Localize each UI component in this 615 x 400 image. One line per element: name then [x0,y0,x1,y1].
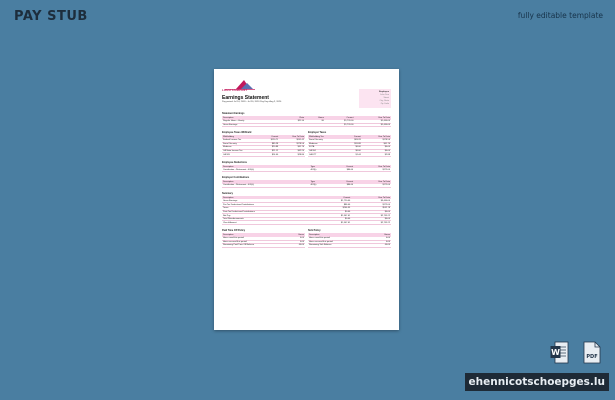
cell: 40.00 [372,244,391,248]
section-title: Employee Deductions [222,160,247,164]
col-header: Description [222,180,309,184]
cell: $1,440.00 [354,123,391,127]
pay-stub-document [214,69,399,330]
col-header: Current [343,135,362,139]
cell: Social Security [308,139,343,143]
cell: $172.00 [354,168,391,172]
employer-taxes [308,131,391,157]
col-header: Description [308,233,372,237]
cell: $1.44 [343,153,362,157]
col-header: Year To Date [362,135,391,139]
col-header: Withholding [222,135,262,139]
cell: $172.00 [351,203,391,207]
cell: Hours used this period [222,237,290,241]
cell: $178.56 [362,139,391,143]
cell: Net Pay [222,214,319,218]
col-header: Hours [372,233,391,237]
cell: $41.76 [279,146,305,150]
cell: $0.00 [319,210,351,214]
pay-period: Pay period: Jul 14, 2020 - Jul 20, 2020 Pay Day: Aug 2, 2020 [222,101,282,103]
table-row [222,184,391,188]
col-header: Type [309,165,330,169]
cell: 40.00 [290,244,305,248]
taxes-section [222,131,391,157]
table-row [308,244,391,248]
cell: $20.88 [262,146,280,150]
earnings-table [222,116,391,127]
cell: FUTA [308,146,343,150]
cell: $14.40 [262,153,280,157]
cell: CA ETT [308,153,343,157]
cell: $1,440.00 [354,120,391,124]
cell: $2,735.22 [351,214,391,218]
employee-taxes [222,131,305,157]
pdf-icon-label: PDF [586,354,598,360]
table-row [222,168,391,172]
section-title: Summary [222,191,233,195]
col-header: Rate [283,116,305,120]
cell: $86.00 [330,168,354,172]
cell: $172.00 [354,184,391,188]
cell: Gross Earnings [222,199,319,203]
cell: $28.80 [279,153,305,157]
cell: $0.00 [319,217,351,221]
cell: $86.00 [319,203,351,207]
section-title: Paid Time Off Policy [222,229,246,233]
col-header: Description [222,233,290,237]
col-header: Type [309,180,330,184]
section-title: Employee Taxes Withheld [222,131,252,135]
cell: CA SDI [222,153,262,157]
cell: $241.42 [279,139,305,143]
statement-title: Earnings Statement [222,95,269,101]
col-header: Year To Date [351,196,391,200]
section-title: Statement Earnings [222,112,245,115]
cell: Check Amount [222,221,319,225]
employee-name: John Doe [380,94,389,96]
cell: $0.00 [343,146,362,150]
col-header: Year To Date [354,116,391,120]
pto-table [222,233,305,248]
cell: $2,735.22 [351,221,391,225]
cell: $0.00 [362,146,391,150]
cell: $0.00 [343,149,362,153]
stub-sections [222,112,391,252]
cell: Medicare [308,142,343,146]
cell: $42.24 [279,149,305,153]
table-row [222,153,305,157]
cell: $20.88 [343,142,362,146]
employee-line: City, State [379,100,389,102]
contributions-section [222,176,391,188]
cell [283,123,305,127]
cell: $89.28 [262,142,280,146]
cell: Gross Earnings [222,123,283,127]
cell: Total Reimbursements [222,217,319,221]
employee-box [359,89,391,108]
table-row [222,244,305,248]
cell: Contribution - Retirement - 401(k) [222,184,309,188]
summary-table [222,196,391,225]
cell: $532.78 [351,207,391,211]
cell: Remaining Sick Balance [308,244,372,248]
cell: $21.50 [283,120,305,124]
col-header: Year To Date [354,180,391,184]
watermark: ehennicotschoepges.lu [465,373,609,391]
cell: $120.71 [262,139,280,143]
cell: $178.56 [279,142,305,146]
col-header: Current [325,116,355,120]
sick-policy [308,229,391,248]
cell: $0.00 [362,149,391,153]
cell: $1,720.00 [319,199,351,203]
col-header: Current [330,165,354,169]
col-header: Current [330,180,354,184]
cell: Pre-Tax Deductions/Contributions [222,203,319,207]
cell: $41.76 [362,142,391,146]
summary-section [222,192,391,225]
col-header: Current [262,135,280,139]
col-header: Description [222,116,283,120]
cell: Social Security [222,142,262,146]
cell: Federal Income Tax [222,139,262,143]
table-row [222,123,391,127]
employee-taxes-table [222,135,305,157]
section-title: Employer Taxes [308,131,327,135]
section-title: Employer Contributions [222,176,250,180]
cell: $266.39 [319,207,351,211]
word-icon [550,341,569,364]
earnings-section [222,112,391,127]
page-title: PAY STUB [14,9,88,24]
col-header: Description [222,165,309,169]
pto-policy [222,229,305,248]
cell: Hours accrued this period [222,240,290,244]
cell: CA SUI [308,149,343,153]
cell: $1,367.61 [319,221,351,225]
cell: $3,440.00 [351,199,391,203]
table-row [222,221,391,225]
employer-taxes-table [308,135,391,157]
word-icon-label: W [551,348,560,358]
col-header: Hours [290,233,305,237]
cell [305,123,325,127]
cell: Remaining Paid Time Off Balance [222,244,290,248]
deductions-section [222,161,391,173]
cell: $86.00 [330,184,354,188]
cell: 0.00 [290,237,305,241]
employee-line: Zip Code [380,103,389,105]
table-row [308,153,391,157]
cell: $2.88 [362,153,391,157]
logo-text: LOGO COMPANY [222,88,248,92]
cell: Hours used this period [308,237,372,241]
section-title: Sick Policy [308,229,321,233]
cell: $1,720.00 [325,123,355,127]
cell: $21.12 [262,149,280,153]
contributions-table [222,180,391,188]
cell: 401(k) [309,168,330,172]
cell: Medicare [222,146,262,150]
col-header: Withholding Tax [308,135,343,139]
cell: 0.00 [372,240,391,244]
cell: 0.00 [290,240,305,244]
deductions-table [222,165,391,173]
employee-line: Street [383,97,389,99]
col-header: Description [222,196,319,200]
policy-section [222,229,391,248]
cell: CA State Income Tax [222,149,262,153]
cell: $0.00 [351,210,391,214]
cell: $0.00 [351,217,391,221]
col-header: Year To Date [354,165,391,169]
cell: Regular Hours - Hourly [222,120,283,124]
cell: $1,367.61 [319,214,351,218]
cell: Contribution - Retirement - 401(k) [222,168,309,172]
cell: $89.28 [343,139,362,143]
sick-table [308,233,391,248]
cell: 0.00 [372,237,391,241]
col-header: Hours [305,116,325,120]
page-subtitle: fully editable template [517,11,603,20]
col-header: Year To Date [279,135,305,139]
cell: Taxes [222,207,319,211]
cell: Hours accrued this period [308,240,372,244]
col-header: Current [319,196,351,200]
cell: Post-Tax Deductions/Contributions [222,210,319,214]
pdf-icon [582,341,601,364]
employee-label: Employee [379,91,389,93]
cell: 80 [305,120,325,124]
cell: 401(k) [309,184,330,188]
cell: $1,720.00 [325,120,355,124]
